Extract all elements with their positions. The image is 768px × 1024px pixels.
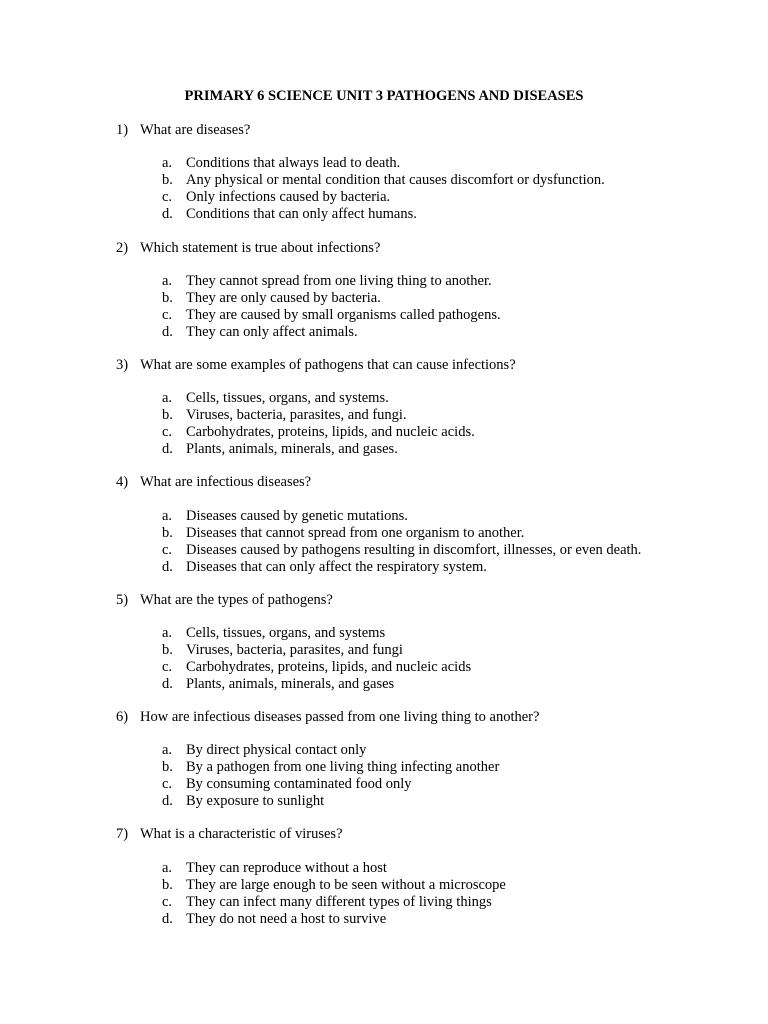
option-letter: d. xyxy=(162,441,173,457)
option-text: Diseases caused by genetic mutations. xyxy=(186,508,408,524)
question-stem: What are diseases? xyxy=(140,122,251,138)
question-text xyxy=(116,240,380,257)
answer-option xyxy=(162,390,389,407)
option-text: Any physical or mental condition that causes discomfort or dysfunction. xyxy=(186,172,605,188)
question-text xyxy=(116,592,333,609)
answer-option xyxy=(162,407,407,424)
question-text xyxy=(116,357,516,374)
question-number: 3) xyxy=(116,357,129,373)
question-text xyxy=(116,826,343,843)
option-letter: d. xyxy=(162,206,173,222)
option-text: Diseases caused by pathogens resulting in discomfort, illnesses, or even death. xyxy=(186,542,642,558)
option-text: Conditions that always lead to death. xyxy=(186,155,401,171)
option-text: Diseases that can only affect the respiratory system. xyxy=(186,559,487,575)
question-number: 5) xyxy=(116,592,129,608)
answer-option xyxy=(162,559,487,576)
option-text: They are caused by small organisms called pathogens. xyxy=(186,307,501,323)
question-text xyxy=(116,122,250,139)
option-text: Carbohydrates, proteins, lipids, and nucleic acids xyxy=(186,659,472,675)
answer-option xyxy=(162,659,471,676)
option-text: They can infect many different types of living things xyxy=(186,894,492,910)
option-letter: d. xyxy=(162,559,173,575)
option-text: They do not need a host to survive xyxy=(186,911,387,927)
answer-option xyxy=(162,189,390,206)
option-letter: b. xyxy=(162,759,173,775)
question-text xyxy=(116,474,311,491)
question-number: 4) xyxy=(116,474,129,490)
answer-option xyxy=(162,542,641,559)
option-letter: a. xyxy=(162,625,173,641)
option-text: Diseases that cannot spread from one organism to another. xyxy=(186,525,525,541)
option-text: By exposure to sunlight xyxy=(186,793,325,809)
answer-option xyxy=(162,441,398,458)
option-letter: b. xyxy=(162,642,173,658)
question-number: 7) xyxy=(116,826,129,842)
option-text: By consuming contaminated food only xyxy=(186,776,412,792)
option-text: They cannot spread from one living thing to another. xyxy=(186,273,492,289)
answer-option xyxy=(162,894,492,911)
option-letter: b. xyxy=(162,290,173,306)
option-letter: b. xyxy=(162,407,173,423)
answer-option xyxy=(162,911,386,928)
option-text: Plants, animals, minerals, and gases xyxy=(186,676,395,692)
option-letter: a. xyxy=(162,390,173,406)
answer-option xyxy=(162,525,524,542)
option-letter: c. xyxy=(162,659,173,675)
option-text: Cells, tissues, organs, and systems. xyxy=(186,390,389,406)
question-text xyxy=(116,709,539,726)
answer-option xyxy=(162,508,408,525)
answer-option xyxy=(162,290,381,307)
question-number: 6) xyxy=(116,709,129,725)
question-stem: How are infectious diseases passed from one living thing to another? xyxy=(140,709,540,725)
option-letter: b. xyxy=(162,172,173,188)
option-text: Viruses, bacteria, parasites, and fungi xyxy=(186,642,403,658)
option-text: They are large enough to be seen without a microscope xyxy=(186,877,506,893)
option-letter: d. xyxy=(162,676,173,692)
option-letter: d. xyxy=(162,324,173,340)
option-letter: c. xyxy=(162,894,173,910)
option-letter: b. xyxy=(162,877,173,893)
option-text: Conditions that can only affect humans. xyxy=(186,206,417,222)
option-letter: c. xyxy=(162,776,173,792)
option-letter: c. xyxy=(162,189,173,205)
answer-option xyxy=(162,860,387,877)
option-letter: a. xyxy=(162,273,173,289)
question-stem: Which statement is true about infections? xyxy=(140,240,381,256)
answer-option xyxy=(162,776,412,793)
answer-option xyxy=(162,324,358,341)
option-text: By direct physical contact only xyxy=(186,742,367,758)
answer-option xyxy=(162,877,506,894)
answer-option xyxy=(162,424,475,441)
answer-option xyxy=(162,307,501,324)
option-text: By a pathogen from one living thing infecting another xyxy=(186,759,500,775)
option-letter: c. xyxy=(162,424,173,440)
option-letter: d. xyxy=(162,793,173,809)
answer-option xyxy=(162,155,400,172)
option-text: They are only caused by bacteria. xyxy=(186,290,381,306)
question-stem: What are some examples of pathogens that can cause infections? xyxy=(140,357,516,373)
answer-option xyxy=(162,676,394,693)
option-letter: c. xyxy=(162,307,173,323)
answer-option xyxy=(162,793,324,810)
question-number: 2) xyxy=(116,240,129,256)
option-text: Cells, tissues, organs, and systems xyxy=(186,625,386,641)
option-letter: b. xyxy=(162,525,173,541)
question-stem: What are the types of pathogens? xyxy=(140,592,333,608)
option-letter: a. xyxy=(162,860,173,876)
answer-option xyxy=(162,206,417,223)
option-text: Only infections caused by bacteria. xyxy=(186,189,391,205)
page-title: PRIMARY 6 SCIENCE UNIT 3 PATHOGENS AND DISEASES xyxy=(184,88,584,104)
option-text: Carbohydrates, proteins, lipids, and nucleic acids. xyxy=(186,424,475,440)
option-letter: d. xyxy=(162,911,173,927)
question-number: 1) xyxy=(116,122,129,138)
option-text: They can reproduce without a host xyxy=(186,860,387,876)
answer-option xyxy=(162,172,605,189)
option-text: Plants, animals, minerals, and gases. xyxy=(186,441,398,457)
option-letter: a. xyxy=(162,742,173,758)
answer-option xyxy=(162,273,492,290)
option-letter: a. xyxy=(162,508,173,524)
option-text: They can only affect animals. xyxy=(186,324,358,340)
option-letter: a. xyxy=(162,155,173,171)
question-stem: What is a characteristic of viruses? xyxy=(140,826,343,842)
question-stem: What are infectious diseases? xyxy=(140,474,312,490)
answer-option xyxy=(162,759,499,776)
option-text: Viruses, bacteria, parasites, and fungi. xyxy=(186,407,407,423)
answer-option xyxy=(162,742,366,759)
option-letter: c. xyxy=(162,542,173,558)
answer-option xyxy=(162,625,385,642)
answer-option xyxy=(162,642,403,659)
